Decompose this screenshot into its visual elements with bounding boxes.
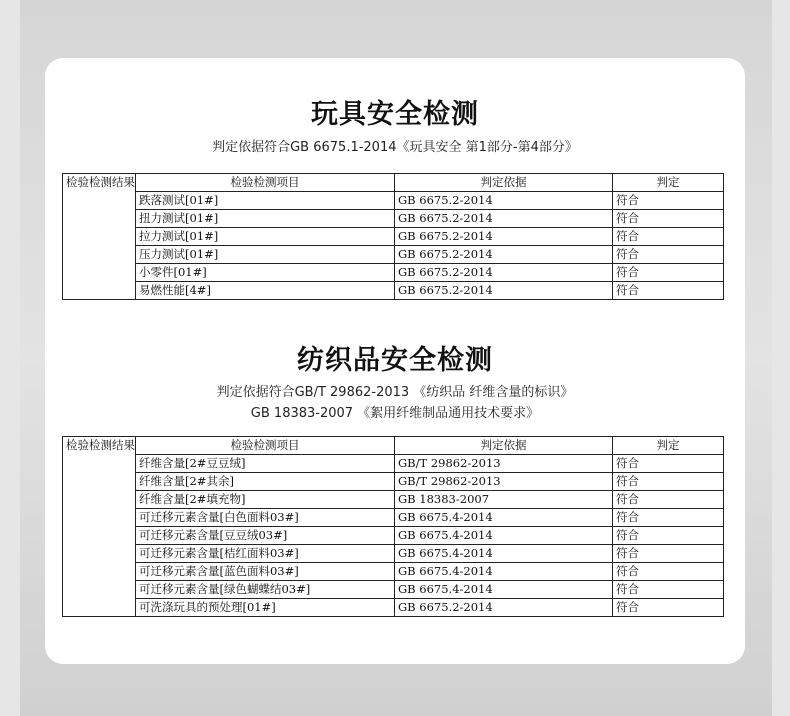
textile-verdict-cell: 符合 — [613, 527, 724, 545]
textile-test-table — [62, 436, 724, 617]
textile-table-row — [63, 473, 724, 491]
toy-verdict-cell: 符合 — [613, 264, 724, 282]
toy-table-row — [63, 246, 724, 264]
toy-header-cell: 判定 — [613, 174, 724, 192]
textile-header-cell: 检验检测项目 — [136, 437, 395, 455]
textile-item-cell: 可迁移元素含量[豆豆绒03#] — [136, 527, 395, 545]
textile-verdict-cell: 符合 — [613, 491, 724, 509]
textile-basis-cell: GB 18383-2007 — [395, 491, 613, 509]
textile-table-row — [63, 563, 724, 581]
toy-result-label: 检验检测结果 — [63, 174, 136, 300]
toy-header-row — [63, 174, 724, 192]
textile-verdict-cell: 符合 — [613, 509, 724, 527]
textile-basis-cell: GB 6675.4-2014 — [395, 527, 613, 545]
toy-basis-cell: GB 6675.2-2014 — [395, 192, 613, 210]
textile-item-cell: 纤维含量[2#其余] — [136, 473, 395, 491]
toy-table-row — [63, 192, 724, 210]
toy-verdict-cell: 符合 — [613, 228, 724, 246]
textile-table-row — [63, 581, 724, 599]
toy-section-title: 玩具安全检测 — [311, 99, 479, 130]
textile-item-cell: 可迁移元素含量[蓝色面料03#] — [136, 563, 395, 581]
textile-item-cell: 可迁移元素含量[桔红面料03#] — [136, 545, 395, 563]
textile-item-cell: 可迁移元素含量[绿色蝴蝶结03#] — [136, 581, 395, 599]
toy-basis-cell: GB 6675.2-2014 — [395, 264, 613, 282]
textile-basis-cell: GB/T 29862-2013 — [395, 473, 613, 491]
textile-basis-cell: GB 6675.2-2014 — [395, 599, 613, 617]
toy-basis-cell: GB 6675.2-2014 — [395, 210, 613, 228]
toy-table-row — [63, 210, 724, 228]
textile-basis-cell: GB 6675.4-2014 — [395, 581, 613, 599]
textile-table-row — [63, 545, 724, 563]
textile-item-cell: 纤维含量[2#填充物] — [136, 491, 395, 509]
toy-basis-cell: GB 6675.2-2014 — [395, 246, 613, 264]
toy-item-cell: 易燃性能[4#] — [136, 282, 395, 300]
toy-verdict-cell: 符合 — [613, 210, 724, 228]
toy-header-cell: 判定依据 — [395, 174, 613, 192]
textile-header-cell: 判定 — [613, 437, 724, 455]
toy-verdict-cell: 符合 — [613, 246, 724, 264]
textile-header-row — [63, 437, 724, 455]
textile-table-row — [63, 599, 724, 617]
textile-verdict-cell: 符合 — [613, 581, 724, 599]
toy-verdict-cell: 符合 — [613, 192, 724, 210]
textile-verdict-cell: 符合 — [613, 545, 724, 563]
toy-table-row — [63, 264, 724, 282]
toy-table-row — [63, 228, 724, 246]
textile-item-cell: 纤维含量[2#豆豆绒] — [136, 455, 395, 473]
textile-basis-cell: GB 6675.4-2014 — [395, 545, 613, 563]
textile-basis-cell: GB 6675.4-2014 — [395, 563, 613, 581]
toy-verdict-cell: 符合 — [613, 282, 724, 300]
textile-item-cell: 可洗涤玩具的预处理[01#] — [136, 599, 395, 617]
textile-basis-line-1: 判定依据符合GB/T 29862-2013 《纺织品 纤维含量的标识》 — [216, 385, 574, 400]
textile-result-label: 检验检测结果 — [63, 437, 136, 617]
toy-item-cell: 跌落测试[01#] — [136, 192, 395, 210]
toy-item-cell: 拉力测试[01#] — [136, 228, 395, 246]
toy-test-table — [62, 173, 724, 300]
textile-item-cell: 可迁移元素含量[白色面料03#] — [136, 509, 395, 527]
textile-basis-line-2: GB 18383-2007 《絮用纤维制品通用技术要求》 — [250, 406, 540, 421]
textile-verdict-cell: 符合 — [613, 599, 724, 617]
textile-table-row — [63, 527, 724, 545]
textile-table-row — [63, 455, 724, 473]
textile-basis-cell: GB 6675.4-2014 — [395, 509, 613, 527]
textile-basis-cell: GB/T 29862-2013 — [395, 455, 613, 473]
toy-basis-line: 判定依据符合GB 6675.1-2014《玩具安全 第1部分-第4部分》 — [212, 140, 578, 155]
textile-section-title: 纺织品安全检测 — [297, 345, 493, 376]
textile-table-row — [63, 491, 724, 509]
textile-header-cell: 判定依据 — [395, 437, 613, 455]
toy-item-cell: 压力测试[01#] — [136, 246, 395, 264]
toy-basis-cell: GB 6675.2-2014 — [395, 282, 613, 300]
toy-item-cell: 扭力测试[01#] — [136, 210, 395, 228]
toy-header-cell: 检验检测项目 — [136, 174, 395, 192]
toy-basis-cell: GB 6675.2-2014 — [395, 228, 613, 246]
textile-verdict-cell: 符合 — [613, 473, 724, 491]
textile-table-row — [63, 509, 724, 527]
toy-table-row — [63, 282, 724, 300]
textile-verdict-cell: 符合 — [613, 455, 724, 473]
textile-verdict-cell: 符合 — [613, 563, 724, 581]
toy-item-cell: 小零件[01#] — [136, 264, 395, 282]
